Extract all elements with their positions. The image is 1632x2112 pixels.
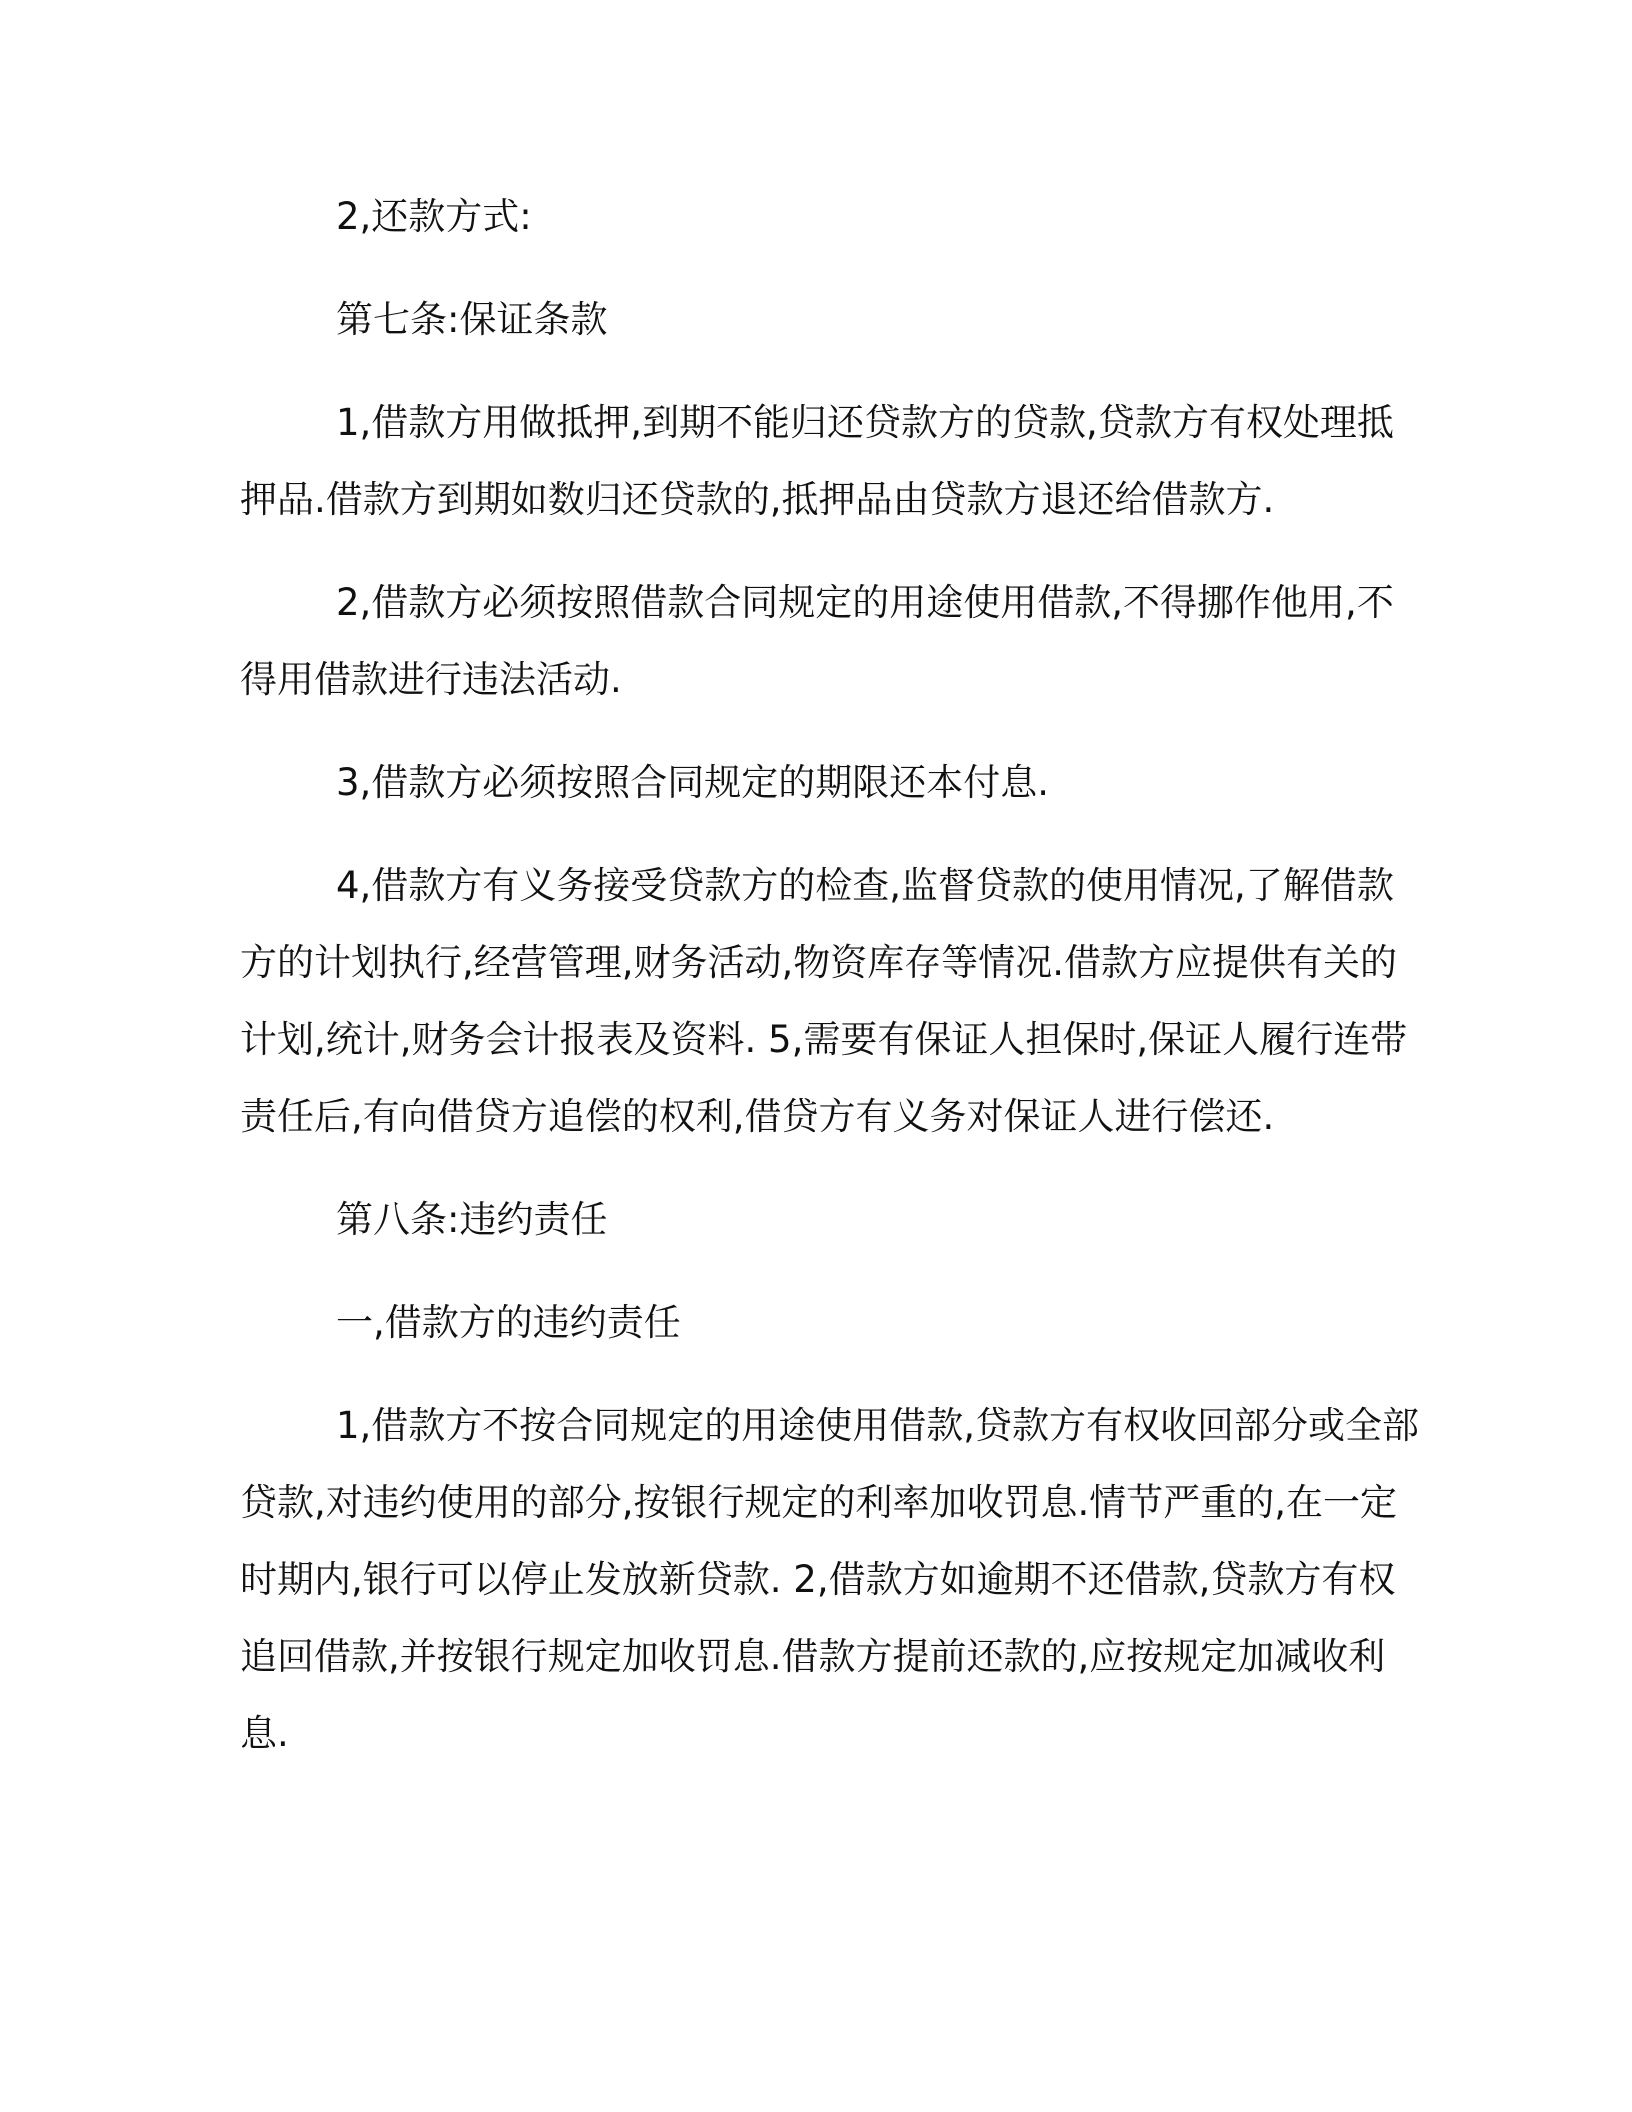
guarantee-clause-4-5: 4,借款方有义务接受贷款方的检查,监督贷款的使用情况,了解借款方的计划执行,经营管理,财务活动,物资库存等情况.借款方应提供有关的计划,统计,财务会计报表及资料. 5,需要有保证人担保时,保证人履行连带责任后,有向借贷方追偿的权利,借贷方有义务对保证人进行偿还. <box>240 864 1408 1138</box>
article-7-heading: 第七条:保证条款 <box>336 298 608 341</box>
document-page <box>240 178 1420 2078</box>
borrower-liability-heading: 一,借款方的违约责任 <box>336 1301 681 1344</box>
guarantee-clause-1: 1,借款方用做抵押,到期不能归还贷款方的贷款,贷款方有权处理抵押品.借款方到期如数归还贷款的,抵押品由贷款方退还给借款方. <box>240 401 1394 521</box>
guarantee-clause-2: 2,借款方必须按照借款合同规定的用途使用借款,不得挪作他用,不得用借款进行违法活动. <box>240 581 1394 701</box>
repayment-method-heading: 2,还款方式: <box>336 195 532 238</box>
article-8-heading: 第八条:违约责任 <box>336 1198 608 1241</box>
guarantee-clause-3: 3,借款方必须按照合同规定的期限还本付息. <box>336 761 1050 804</box>
borrower-liability-clauses: 1,借款方不按合同规定的用途使用借款,贷款方有权收回部分或全部贷款,对违约使用的部分,按银行规定的利率加收罚息.情节严重的,在一定时期内,银行可以停止发放新贷款. 2,借款方如逾期不还借款,贷款方有权追回借款,并按银行规定加收罚息.借款方提前还款的,应按规定加减收利息. <box>240 1404 1420 1755</box>
